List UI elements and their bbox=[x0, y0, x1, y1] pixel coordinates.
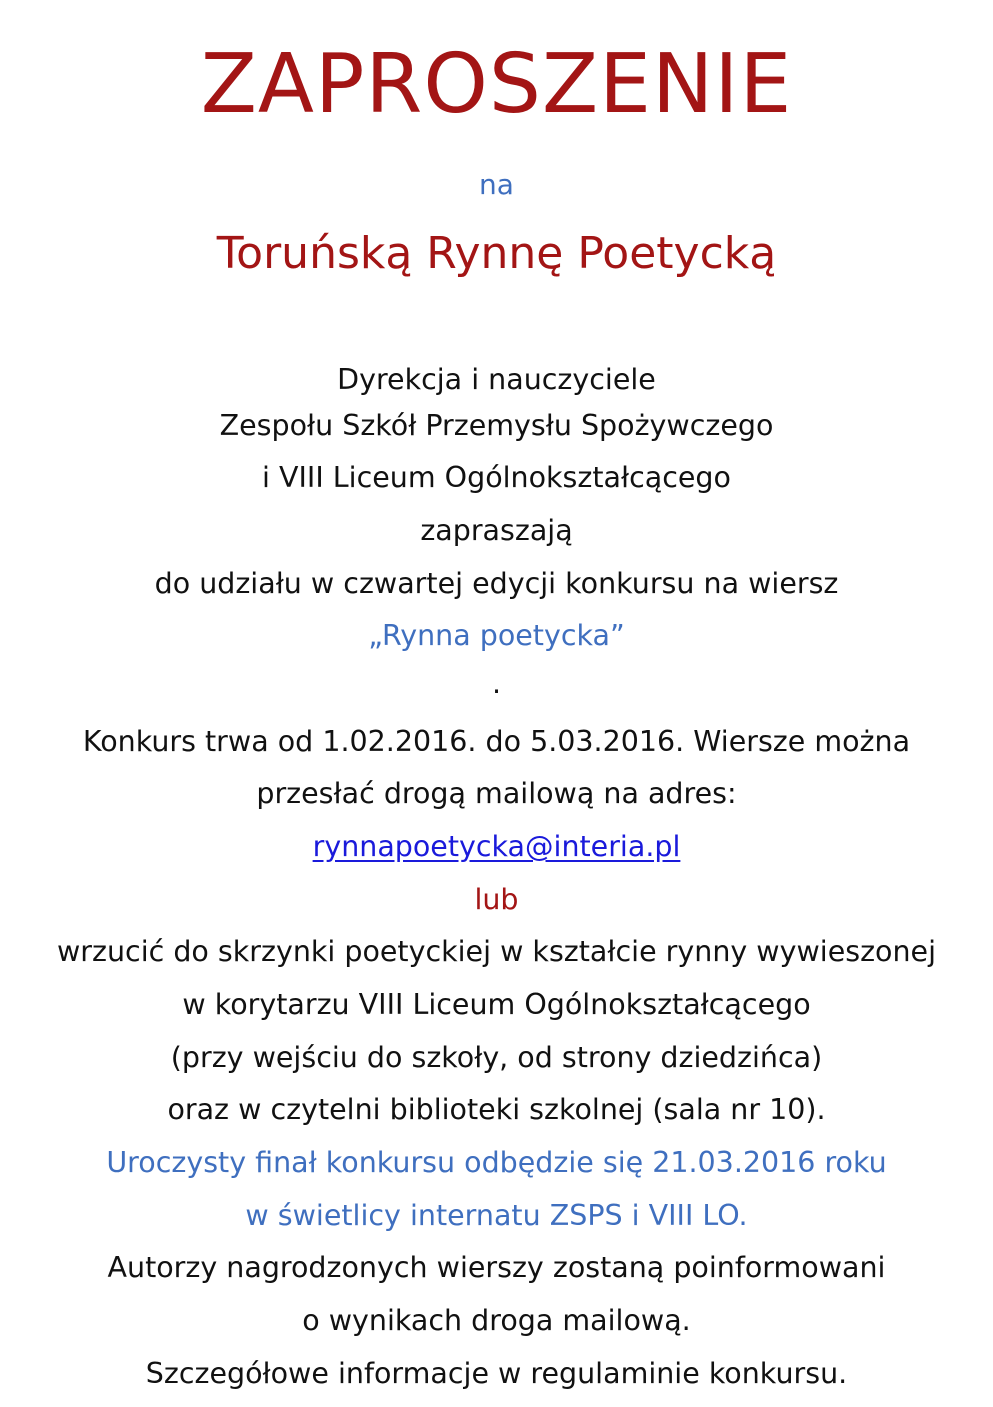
invite-verb: zapraszają bbox=[420, 514, 573, 547]
rules-notice: Szczegółowe informacje w regulaminie konkursu. bbox=[145, 1357, 848, 1390]
organizers-line-3: i VIII Liceum Ogólnokształcącego bbox=[262, 461, 731, 494]
winners-notice-2: o wynikach droga mailową. bbox=[302, 1304, 691, 1337]
or-text: lub bbox=[474, 883, 519, 916]
email-line bbox=[0, 827, 993, 867]
event-subtitle: Toruńską Rynnę Poetycką bbox=[216, 228, 777, 279]
separator-dot: . bbox=[491, 667, 502, 700]
mailbox-info: wrzucić do skrzynki poetyckiej w kształcie rynny wywieszonej bbox=[56, 935, 937, 968]
winners-notice: Autorzy nagrodzonych wierszy zostaną poinformowani bbox=[107, 1251, 886, 1284]
contest-dates: Konkurs trwa od 1.02.2016. do 5.03.2016. Wiersze można bbox=[82, 725, 911, 758]
final-date: Uroczysty finał konkursu odbędzie się 21.03.2016 roku bbox=[106, 1146, 887, 1179]
mailbox-location: w korytarzu VIII Liceum Ogólnokształcącego bbox=[182, 988, 811, 1021]
submission-info: przesłać drogą mailową na adres: bbox=[256, 777, 737, 810]
contest-description: do udziału w czwartej edycji konkursu na wiersz bbox=[154, 567, 839, 600]
email-link[interactable]: rynnapoetycka@interia.pl bbox=[312, 830, 681, 863]
organizers-line-1: Dyrekcja i nauczyciele bbox=[337, 363, 656, 396]
title-connector: na bbox=[479, 168, 514, 201]
library-location: oraz w czytelni biblioteki szkolnej (sala nr 10). bbox=[167, 1093, 826, 1126]
mailbox-location-detail: (przy wejściu do szkoły, od strony dziedzińca) bbox=[170, 1041, 823, 1074]
contest-name: „Rynna poetycka” bbox=[368, 619, 625, 652]
page-title: ZAPROSZENIE bbox=[200, 37, 793, 132]
organizers-line-2: Zespołu Szkół Przemysłu Spożywczego bbox=[219, 409, 774, 442]
final-location: w świetlicy internatu ZSPS i VIII LO. bbox=[245, 1199, 748, 1232]
